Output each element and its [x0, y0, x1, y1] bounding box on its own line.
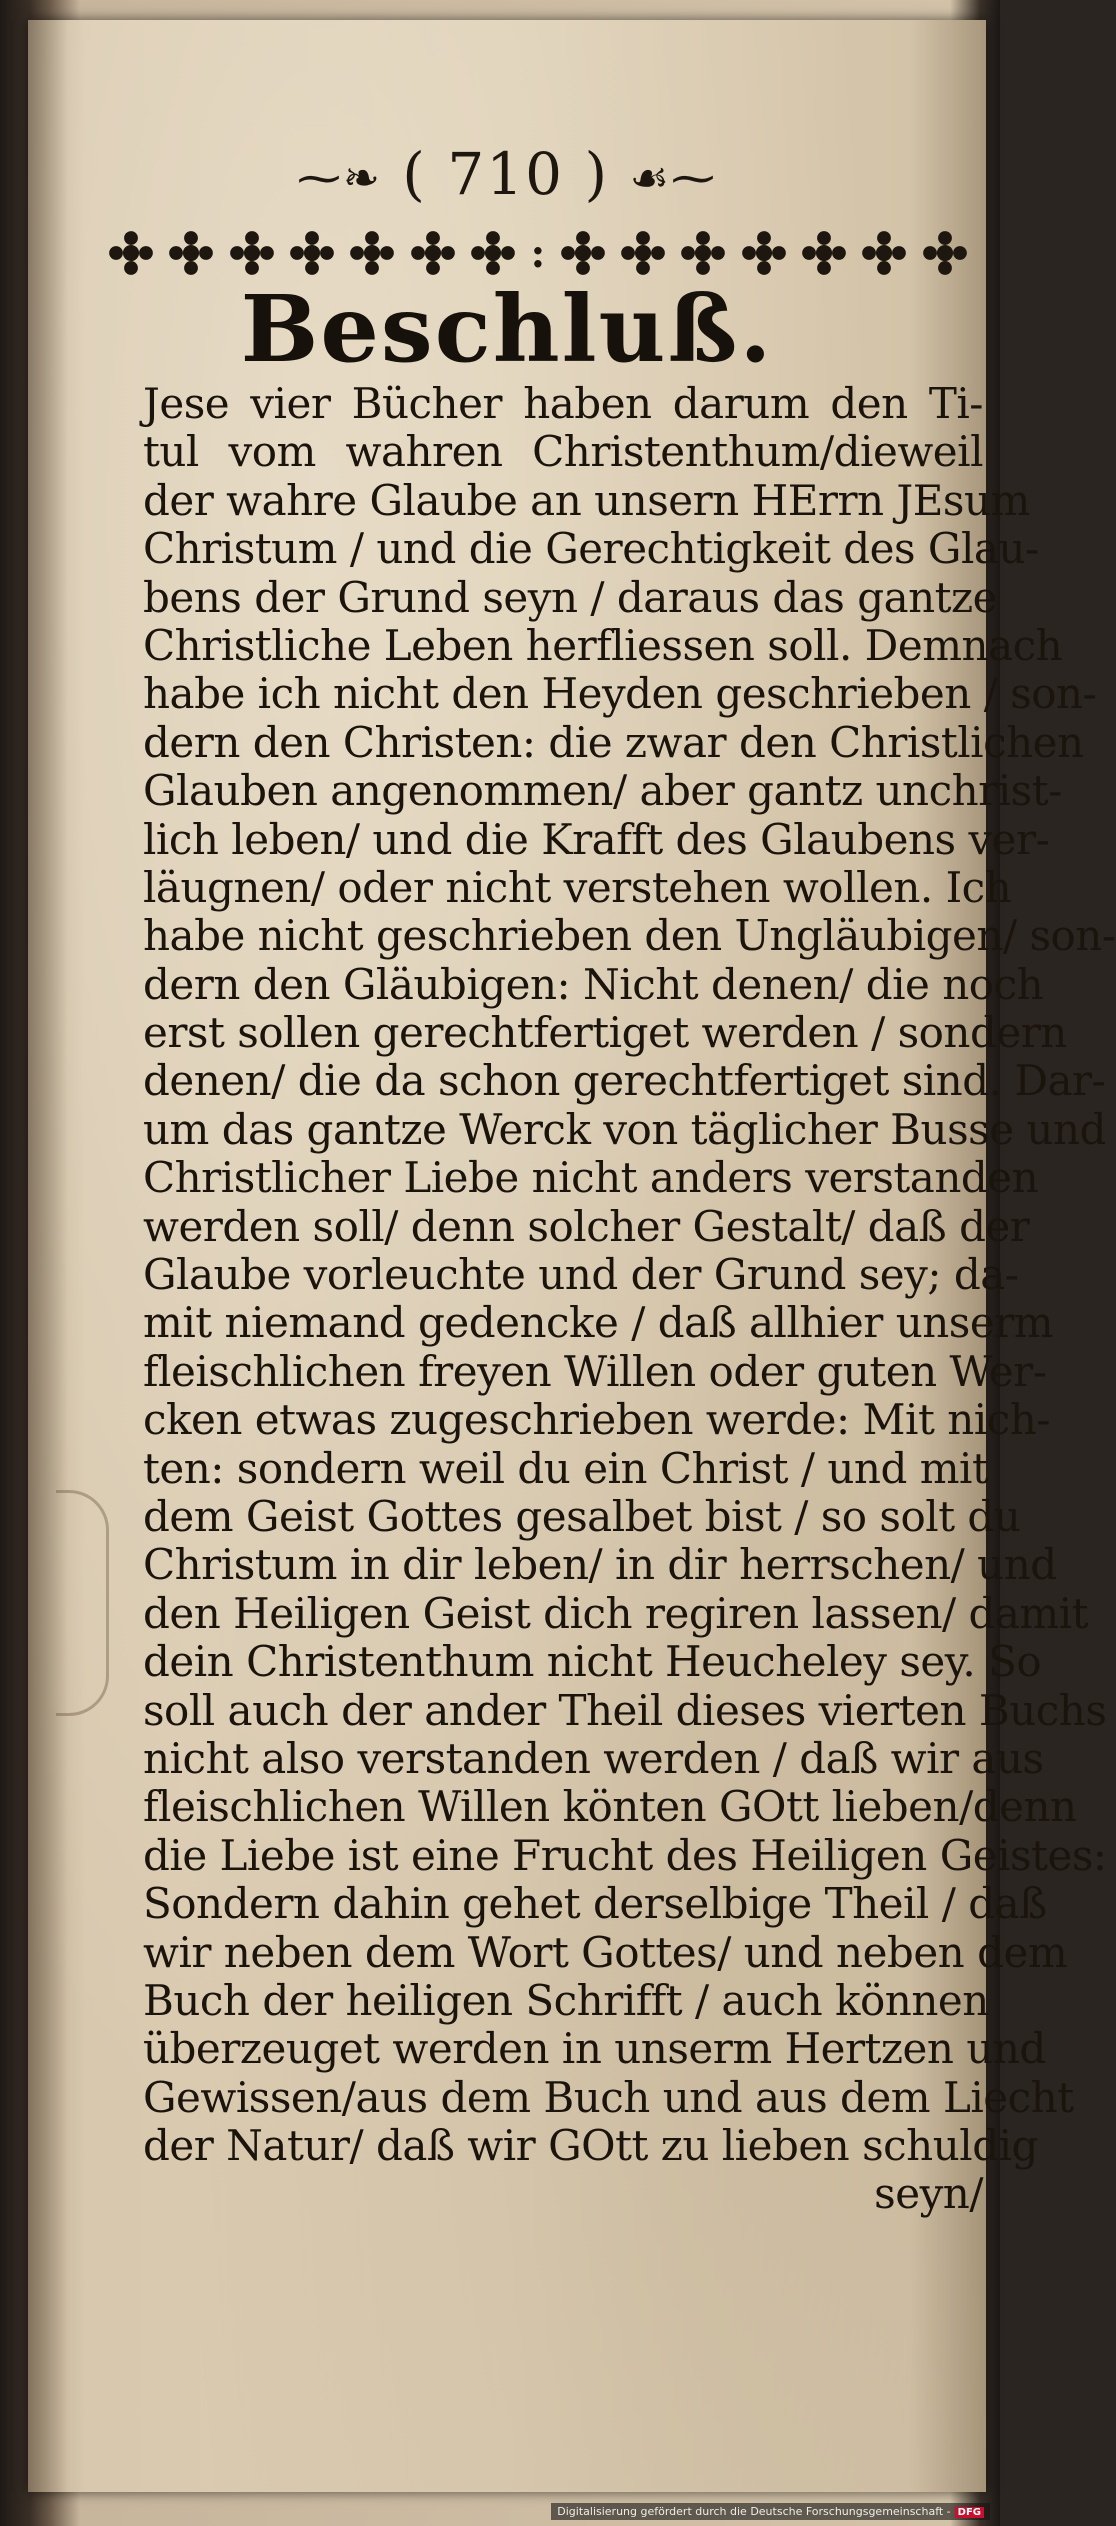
right-flourish-icon: ☙⁓ [629, 153, 718, 205]
text-line: dern den Gläubigen: Nicht denen/ die noch [143, 959, 1044, 1009]
text-line: Christum in dir leben/ in dir herrschen/ und [143, 1540, 1057, 1590]
fleuron-icon [801, 230, 847, 276]
fleuron-icon [410, 230, 456, 276]
fleuron-icon [861, 230, 907, 276]
text-line: soll auch der ander Theil dieses vierten Buchs [143, 1685, 1107, 1735]
text-line: der wahre Glaube an unsern HErrn JEsum [143, 475, 1030, 525]
text-line: Sondern dahin gehet derselbige Theil / daß [143, 1879, 1047, 1929]
fleuron-icon [680, 230, 726, 276]
fleuron-icon [741, 230, 787, 276]
text-line: fleischlichen freyen Willen oder guten Wer- [143, 1346, 1047, 1396]
fleuron-icon [108, 230, 154, 276]
fleuron-icon [560, 230, 606, 276]
text-line: Buch der heiligen Schrifft / auch können [143, 1975, 989, 2025]
text-line: Christliche Leben herfliessen soll. Demnach [143, 620, 1063, 670]
margin-stain [56, 1490, 109, 1716]
text-line: tul vom wahren Christenthum/dieweil [143, 427, 983, 477]
text-line: habe ich nicht den Heyden geschrieben / son- [143, 669, 1097, 719]
text-line: Christum / und die Gerechtigkeit des Glau- [143, 524, 1039, 574]
text-line: Glaube vorleuchte und der Grund sey; da- [143, 1250, 1019, 1300]
text-line: der Natur/ daß wir GOtt zu lieben schuldig [143, 2121, 1038, 2171]
text-line: die Liebe ist eine Frucht des Heiligen Geistes: [143, 1830, 1107, 1880]
text-line: dern den Christen: die zwar den Christlichen [143, 717, 1084, 767]
text-line: werden soll/ denn solcher Gestalt/ daß der [143, 1201, 1030, 1251]
text-line: mit niemand gedencke / daß allhier unserm [143, 1298, 1054, 1348]
catchword-line: seyn/ [874, 2169, 983, 2219]
left-flourish-icon: ⁓❧ [296, 153, 382, 205]
fleuron-icon [922, 230, 968, 276]
text-line: bens der Grund seyn / daraus das gantze [143, 572, 998, 622]
text-line: überzeuget werden in unserm Hertzen und [143, 2024, 1046, 2074]
text-line: habe nicht geschrieben den Ungläubigen/ son- [143, 911, 1116, 961]
text-line: denen/ die da schon gerechtfertiget sind. Dar- [143, 1056, 1106, 1106]
text-line: dein Christenthum nicht Heucheley sey. So [143, 1637, 1042, 1687]
dfg-logo: DFG [955, 2507, 984, 2518]
gutter-shadow [28, 20, 68, 2492]
text-line: Christlicher Liebe nicht anders verstanden [143, 1153, 1039, 1203]
text-line: dem Geist Gottes gesalbet bist / so solt du [143, 1491, 1021, 1541]
section-heading: Beschluß. [240, 275, 774, 383]
text-line: ten: sondern weil du ein Christ / und mit [143, 1443, 989, 1493]
text-line: fleischlichen Willen könten GOtt lieben/denn [143, 1782, 1077, 1832]
fleuron-icon [349, 230, 395, 276]
text-line: erst sollen gerechtfertiget werden / sondern [143, 1008, 1067, 1058]
text-line: um das gantze Werck von täglicher Busse und [143, 1104, 1106, 1154]
fleuron-icon [470, 230, 516, 276]
text-line: den Heiligen Geist dich regiren lassen/ damit [143, 1588, 1089, 1638]
credit-text: Digitalisierung gefördert durch die Deutsche Forschungsgemeinschaft - [557, 2505, 951, 2518]
text-line: Glauben angenommen/ aber gantz unchrist- [143, 766, 1062, 816]
ornament-separator: : [530, 229, 546, 277]
text-line: nicht also verstanden werden / daß wir aus [143, 1733, 1044, 1783]
text-line: lich leben/ und die Krafft des Glaubens ver- [143, 814, 1050, 864]
page-number-header [28, 140, 986, 208]
fleuron-icon [229, 230, 275, 276]
fleuron-icon [620, 230, 666, 276]
fleuron-icon [168, 230, 214, 276]
fleuron-icon [289, 230, 335, 276]
text-line: Jese vier Bücher haben darum den Ti- [143, 379, 983, 428]
body-text [143, 379, 1116, 2219]
text-line: cken etwas zugeschrieben werde: Mit nich- [143, 1395, 1050, 1445]
page-number: ( 710 ) [402, 140, 610, 208]
book-page [28, 20, 1116, 2492]
text-line: wir neben dem Wort Gottes/ und neben dem [143, 1927, 1068, 1977]
text-line: läugnen/ oder nicht verstehen wollen. Ich [143, 862, 1012, 912]
digitization-credit [551, 2503, 990, 2520]
text-line: Gewissen/aus dem Buch und aus dem Liecht [143, 2072, 1074, 2122]
